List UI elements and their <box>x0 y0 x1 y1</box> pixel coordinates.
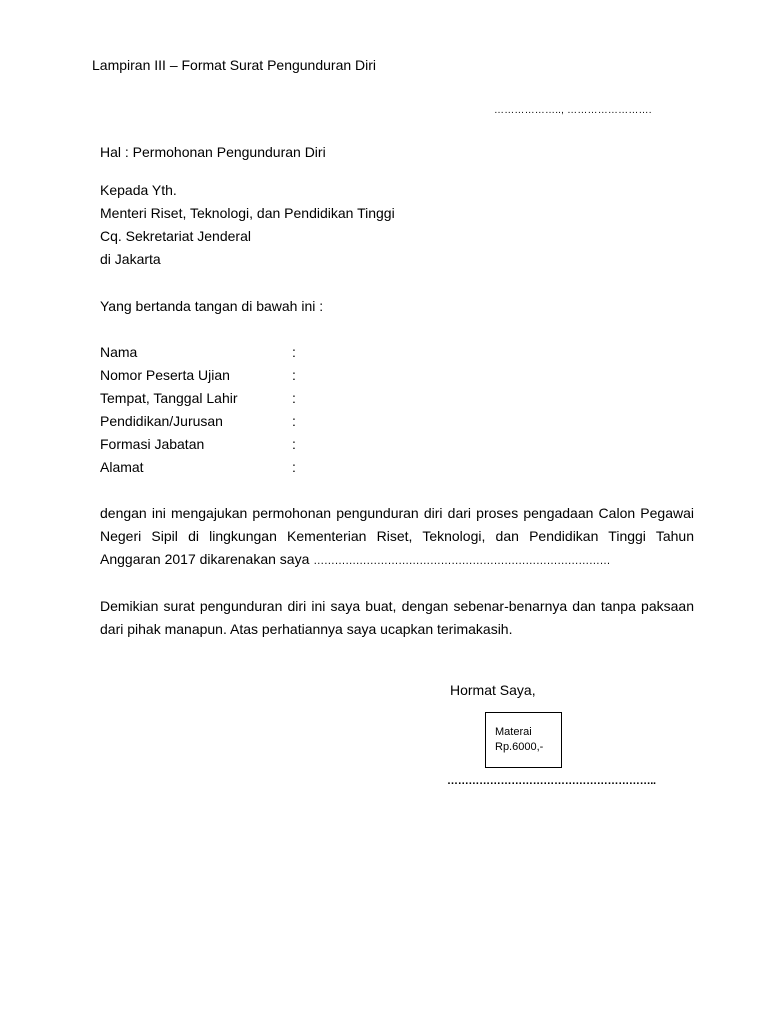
stamp-duty-amount: Rp.6000,- <box>495 741 544 753</box>
reason-prefix: Anggaran 2017 dikarenakan saya <box>100 551 314 567</box>
field-label-nama: Nama <box>100 344 138 360</box>
field-label-tempat-tanggal-lahir: Tempat, Tanggal Lahir <box>100 390 238 406</box>
stamp-duty-text <box>495 725 543 755</box>
recipient-line: di Jakarta <box>100 251 161 267</box>
intro-text: Yang bertanda tangan di bawah ini : <box>100 298 324 314</box>
stamp-duty-box <box>485 712 562 768</box>
stamp-duty-label: Materai <box>495 726 532 738</box>
field-colon: : <box>292 390 296 406</box>
recipient-greeting: Kepada Yth. <box>100 182 177 198</box>
field-colon: : <box>292 413 296 429</box>
paragraph-line: dengan ini mengajukan permohonan pengunduran diri dari proses pengadaan Calon Pegawai <box>100 505 694 521</box>
signature-line: ………………………………………………….. <box>447 775 656 787</box>
paragraph-line: Negeri Sipil di lingkungan Kementerian Riset, Teknologi, dan Pendidikan Tinggi Tahun <box>100 528 694 544</box>
field-colon: : <box>292 367 296 383</box>
body-paragraph-request <box>100 502 694 571</box>
recipient-line: Menteri Riset, Teknologi, dan Pendidikan Tinggi <box>100 205 395 221</box>
place-date-line: ……………….., ……………………. <box>494 105 652 116</box>
field-colon: : <box>292 459 296 475</box>
paragraph-line <box>100 548 694 571</box>
paragraph-line: dari pihak manapun. Atas perhatiannya saya ucapkan terimakasih. <box>100 621 513 637</box>
field-colon: : <box>292 436 296 452</box>
recipient-line: Cq. Sekretariat Jenderal <box>100 228 251 244</box>
body-paragraph-closing <box>100 595 694 641</box>
paragraph-line: Demikian surat pengunduran diri ini saya buat, dengan sebenar-benarnya dan tanpa paksaan <box>100 598 694 614</box>
reason-blank: ………………………………………………………………………… <box>313 555 611 567</box>
field-label-formasi: Formasi Jabatan <box>100 436 205 452</box>
subject-line: Hal : Permohonan Pengunduran Diri <box>100 144 326 160</box>
field-colon: : <box>292 344 296 360</box>
closing-salutation: Hormat Saya, <box>450 682 536 698</box>
attachment-title: Lampiran III – Format Surat Pengunduran Diri <box>92 57 377 73</box>
field-label-pendidikan: Pendidikan/Jurusan <box>100 413 223 429</box>
field-label-alamat: Alamat <box>100 459 144 475</box>
field-label-nomor-peserta: Nomor Peserta Ujian <box>100 367 230 383</box>
